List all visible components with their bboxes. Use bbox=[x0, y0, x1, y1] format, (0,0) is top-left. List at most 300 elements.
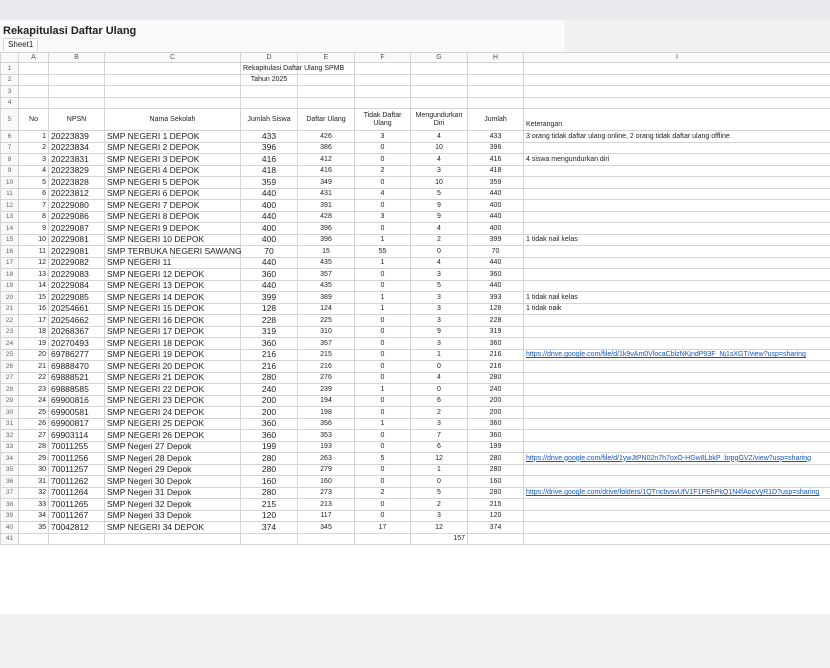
cell-tidak-daftar-ulang[interactable]: 0 bbox=[355, 372, 411, 384]
cell-nama-sekolah[interactable]: SMP NEGERI 7 DEPOK bbox=[105, 200, 241, 212]
cell-npsn[interactable]: 20229080 bbox=[49, 200, 105, 212]
cell-tidak-daftar-ulang[interactable]: 0 bbox=[355, 395, 411, 407]
cell-nama-sekolah[interactable]: SMP NEGERI 19 DEPOK bbox=[105, 349, 241, 361]
cell-nama-sekolah[interactable]: SMP NEGERI 8 DEPOK bbox=[105, 211, 241, 223]
row-number[interactable]: 15 bbox=[1, 234, 19, 246]
cell[interactable] bbox=[468, 63, 524, 75]
cell-npsn[interactable]: 20229087 bbox=[49, 223, 105, 235]
cell-tidak-daftar-ulang[interactable]: 0 bbox=[355, 280, 411, 292]
row-number[interactable]: 13 bbox=[1, 211, 19, 223]
cell-tidak-daftar-ulang[interactable]: 3 bbox=[355, 131, 411, 143]
row-number[interactable]: 16 bbox=[1, 246, 19, 258]
cell-npsn[interactable]: 20229081 bbox=[49, 246, 105, 258]
cell-jumlah-siswa[interactable]: 360 bbox=[241, 338, 298, 350]
cell-keterangan[interactable] bbox=[524, 269, 830, 281]
cell-mengundurkan-diri[interactable]: 9 bbox=[411, 200, 468, 212]
cell-no[interactable]: 4 bbox=[19, 165, 49, 177]
header-nama-sekolah[interactable]: Nama Sekolah bbox=[105, 109, 241, 131]
cell-nama-sekolah[interactable]: SMP NEGERI 23 DEPOK bbox=[105, 395, 241, 407]
cell-keterangan[interactable]: 4 siswa mengundurkan diri bbox=[524, 154, 830, 166]
cell-keterangan[interactable] bbox=[524, 418, 830, 430]
header-jumlah-siswa[interactable]: Jumlah Siswa bbox=[241, 109, 298, 131]
cell-jumlah-siswa[interactable]: 216 bbox=[241, 361, 298, 373]
cell-daftar-ulang[interactable]: 435 bbox=[298, 257, 355, 269]
cell[interactable] bbox=[105, 74, 241, 86]
cell-jumlah-siswa[interactable]: 160 bbox=[241, 476, 298, 488]
cell-no[interactable]: 2 bbox=[19, 142, 49, 154]
cell[interactable] bbox=[298, 74, 355, 86]
cell-jumlah[interactable]: 280 bbox=[468, 464, 524, 476]
cell[interactable] bbox=[49, 97, 105, 109]
cell-mengundurkan-diri[interactable]: 0 bbox=[411, 476, 468, 488]
cell-npsn[interactable]: 70042812 bbox=[49, 522, 105, 534]
cell-tidak-daftar-ulang[interactable]: 1 bbox=[355, 257, 411, 269]
cell-keterangan[interactable] bbox=[524, 165, 830, 177]
row-number[interactable]: 31 bbox=[1, 418, 19, 430]
cell-nama-sekolah[interactable]: SMP NEGERI 26 DEPOK bbox=[105, 430, 241, 442]
cell-jumlah[interactable]: 200 bbox=[468, 407, 524, 419]
row-number[interactable]: 24 bbox=[1, 338, 19, 350]
cell-keterangan[interactable] bbox=[524, 211, 830, 223]
row-number[interactable]: 33 bbox=[1, 441, 19, 453]
cell-jumlah[interactable]: 319 bbox=[468, 326, 524, 338]
cell-jumlah-siswa[interactable]: 400 bbox=[241, 234, 298, 246]
cell-nama-sekolah[interactable]: SMP NEGERI 20 DEPOK bbox=[105, 361, 241, 373]
cell-keterangan[interactable] bbox=[524, 338, 830, 350]
cell-npsn[interactable]: 69900817 bbox=[49, 418, 105, 430]
cell[interactable] bbox=[355, 533, 411, 545]
cell-keterangan[interactable]: 1 tidak nail kelas bbox=[524, 234, 830, 246]
cell[interactable] bbox=[105, 63, 241, 75]
cell-jumlah[interactable]: 399 bbox=[468, 234, 524, 246]
cell-jumlah[interactable]: 360 bbox=[468, 430, 524, 442]
cell-nama-sekolah[interactable]: SMP NEGERI 34 DEPOK bbox=[105, 522, 241, 534]
sheet-title-line2[interactable]: Tahun 2025 bbox=[241, 74, 298, 86]
cell-nama-sekolah[interactable]: SMP Negeri 28 Depok bbox=[105, 453, 241, 465]
cell-jumlah[interactable]: 393 bbox=[468, 292, 524, 304]
cell-mengundurkan-diri[interactable]: 3 bbox=[411, 165, 468, 177]
cell-keterangan[interactable] bbox=[524, 361, 830, 373]
cell-jumlah-siswa[interactable]: 374 bbox=[241, 522, 298, 534]
cell-npsn[interactable]: 69888521 bbox=[49, 372, 105, 384]
cell-jumlah-siswa[interactable]: 416 bbox=[241, 154, 298, 166]
cell-mengundurkan-diri[interactable]: 4 bbox=[411, 223, 468, 235]
cell-mengundurkan-diri[interactable]: 5 bbox=[411, 280, 468, 292]
cell-keterangan[interactable] bbox=[524, 372, 830, 384]
cell-jumlah-siswa[interactable]: 360 bbox=[241, 430, 298, 442]
cell[interactable] bbox=[298, 86, 355, 98]
cell-daftar-ulang[interactable]: 412 bbox=[298, 154, 355, 166]
cell-no[interactable]: 31 bbox=[19, 476, 49, 488]
cell-nama-sekolah[interactable]: SMP NEGERI 3 DEPOK bbox=[105, 154, 241, 166]
cell-jumlah-siswa[interactable]: 280 bbox=[241, 487, 298, 499]
cell-jumlah[interactable]: 215 bbox=[468, 499, 524, 511]
cell-npsn[interactable]: 70011257 bbox=[49, 464, 105, 476]
cell-jumlah-siswa[interactable]: 70 bbox=[241, 246, 298, 258]
cell-jumlah[interactable]: 360 bbox=[468, 338, 524, 350]
cell-mengundurkan-diri[interactable]: 12 bbox=[411, 453, 468, 465]
cell-jumlah[interactable]: 400 bbox=[468, 200, 524, 212]
keterangan-link[interactable]: https://drive.google.com/file/d/1k9vAm0VlocaCblzNKjndP93F_Nj1sXGT/view?usp=sharing bbox=[524, 349, 830, 361]
row-number[interactable]: 12 bbox=[1, 200, 19, 212]
cell-keterangan[interactable] bbox=[524, 464, 830, 476]
column-header-h[interactable]: H bbox=[468, 53, 524, 63]
cell-no[interactable]: 16 bbox=[19, 303, 49, 315]
cell[interactable] bbox=[411, 63, 468, 75]
cell-mengundurkan-diri[interactable]: 1 bbox=[411, 349, 468, 361]
cell-no[interactable]: 6 bbox=[19, 188, 49, 200]
cell-mengundurkan-diri[interactable]: 2 bbox=[411, 407, 468, 419]
cell-jumlah-siswa[interactable]: 240 bbox=[241, 384, 298, 396]
cell-no[interactable]: 10 bbox=[19, 234, 49, 246]
cell-keterangan[interactable] bbox=[524, 522, 830, 534]
cell-jumlah-siswa[interactable]: 280 bbox=[241, 464, 298, 476]
cell-jumlah[interactable]: 360 bbox=[468, 418, 524, 430]
cell-nama-sekolah[interactable]: SMP NEGERI 11 bbox=[105, 257, 241, 269]
cell-no[interactable]: 30 bbox=[19, 464, 49, 476]
cell-jumlah[interactable]: 120 bbox=[468, 510, 524, 522]
cell-jumlah-siswa[interactable]: 200 bbox=[241, 407, 298, 419]
cell-nama-sekolah[interactable]: SMP TERBUKA NEGERI SAWANG bbox=[105, 246, 241, 258]
row-number[interactable]: 7 bbox=[1, 142, 19, 154]
cell-nama-sekolah[interactable]: SMP NEGERI 2 DEPOK bbox=[105, 142, 241, 154]
row-number[interactable]: 3 bbox=[1, 86, 19, 98]
row-number[interactable]: 6 bbox=[1, 131, 19, 143]
cell-npsn[interactable]: 20223831 bbox=[49, 154, 105, 166]
cell-nama-sekolah[interactable]: SMP NEGERI 17 DEPOK bbox=[105, 326, 241, 338]
cell-npsn[interactable]: 69888470 bbox=[49, 361, 105, 373]
column-header-d[interactable]: D bbox=[241, 53, 298, 63]
column-header-c[interactable]: C bbox=[105, 53, 241, 63]
cell-nama-sekolah[interactable]: SMP NEGERI 1 DEPOK bbox=[105, 131, 241, 143]
cell-nama-sekolah[interactable]: SMP NEGERI 5 DEPOK bbox=[105, 177, 241, 189]
cell-daftar-ulang[interactable]: 356 bbox=[298, 418, 355, 430]
cell-no[interactable]: 19 bbox=[19, 338, 49, 350]
sheet-title-line1[interactable]: Rekapitulasi Daftar Ulang SPMB bbox=[241, 63, 298, 75]
cell-jumlah[interactable]: 359 bbox=[468, 177, 524, 189]
column-header-i[interactable]: I bbox=[524, 53, 830, 63]
cell-daftar-ulang[interactable]: 431 bbox=[298, 188, 355, 200]
cell-no[interactable]: 32 bbox=[19, 487, 49, 499]
cell-nama-sekolah[interactable]: SMP NEGERI 12 DEPOK bbox=[105, 269, 241, 281]
cell[interactable] bbox=[355, 74, 411, 86]
cell-daftar-ulang[interactable]: 389 bbox=[298, 292, 355, 304]
cell-mengundurkan-diri[interactable]: 3 bbox=[411, 269, 468, 281]
cell-mengundurkan-diri[interactable]: 10 bbox=[411, 177, 468, 189]
cell-nama-sekolah[interactable]: SMP NEGERI 10 DEPOK bbox=[105, 234, 241, 246]
cell-npsn[interactable]: 20223829 bbox=[49, 165, 105, 177]
cell-no[interactable]: 5 bbox=[19, 177, 49, 189]
row-number[interactable]: 30 bbox=[1, 407, 19, 419]
row-number[interactable]: 17 bbox=[1, 257, 19, 269]
cell-npsn[interactable]: 70011262 bbox=[49, 476, 105, 488]
cell[interactable] bbox=[524, 533, 830, 545]
cell-npsn[interactable]: 20223812 bbox=[49, 188, 105, 200]
cell-keterangan[interactable] bbox=[524, 476, 830, 488]
cell-daftar-ulang[interactable]: 263 bbox=[298, 453, 355, 465]
column-header-g[interactable]: G bbox=[411, 53, 468, 63]
cell[interactable] bbox=[468, 533, 524, 545]
cell[interactable] bbox=[298, 533, 355, 545]
cell-no[interactable]: 1 bbox=[19, 131, 49, 143]
cell-daftar-ulang[interactable]: 345 bbox=[298, 522, 355, 534]
cell-daftar-ulang[interactable]: 215 bbox=[298, 349, 355, 361]
cell-keterangan[interactable] bbox=[524, 499, 830, 511]
row-number[interactable]: 19 bbox=[1, 280, 19, 292]
cell[interactable] bbox=[241, 86, 298, 98]
cell-mengundurkan-diri[interactable]: 4 bbox=[411, 154, 468, 166]
cell-mengundurkan-diri[interactable]: 12 bbox=[411, 522, 468, 534]
cell-keterangan[interactable] bbox=[524, 188, 830, 200]
cell-npsn[interactable]: 70011256 bbox=[49, 453, 105, 465]
cell-npsn[interactable]: 20229083 bbox=[49, 269, 105, 281]
cell-tidak-daftar-ulang[interactable]: 0 bbox=[355, 464, 411, 476]
cell-keterangan[interactable] bbox=[524, 407, 830, 419]
cell-no[interactable]: 23 bbox=[19, 384, 49, 396]
cell[interactable] bbox=[468, 97, 524, 109]
cell-jumlah[interactable]: 400 bbox=[468, 223, 524, 235]
cell[interactable] bbox=[49, 74, 105, 86]
cell-no[interactable]: 24 bbox=[19, 395, 49, 407]
cell[interactable] bbox=[524, 86, 830, 98]
cell-tidak-daftar-ulang[interactable]: 5 bbox=[355, 453, 411, 465]
row-number[interactable]: 8 bbox=[1, 154, 19, 166]
cell-jumlah-siswa[interactable]: 199 bbox=[241, 441, 298, 453]
cell-jumlah[interactable]: 360 bbox=[468, 269, 524, 281]
cell-tidak-daftar-ulang[interactable]: 0 bbox=[355, 430, 411, 442]
row-number[interactable]: 10 bbox=[1, 177, 19, 189]
cell-tidak-daftar-ulang[interactable]: 0 bbox=[355, 223, 411, 235]
cell-nama-sekolah[interactable]: SMP Negeri 33 Depok bbox=[105, 510, 241, 522]
header-mengundurkan-diri[interactable]: Mengundurkan Diri bbox=[411, 109, 468, 131]
row-number[interactable]: 35 bbox=[1, 464, 19, 476]
cell-daftar-ulang[interactable]: 396 bbox=[298, 223, 355, 235]
cell-nama-sekolah[interactable]: SMP NEGERI 24 DEPOK bbox=[105, 407, 241, 419]
cell-no[interactable]: 33 bbox=[19, 499, 49, 511]
cell-daftar-ulang[interactable]: 198 bbox=[298, 407, 355, 419]
cell-jumlah-siswa[interactable]: 359 bbox=[241, 177, 298, 189]
cell-npsn[interactable]: 20254661 bbox=[49, 303, 105, 315]
cell-no[interactable]: 25 bbox=[19, 407, 49, 419]
cell-keterangan[interactable]: 1 tidak naik bbox=[524, 303, 830, 315]
cell-no[interactable]: 7 bbox=[19, 200, 49, 212]
row-number[interactable]: 41 bbox=[1, 533, 19, 545]
cell[interactable] bbox=[524, 74, 830, 86]
cell-jumlah-siswa[interactable]: 440 bbox=[241, 188, 298, 200]
cell-tidak-daftar-ulang[interactable]: 0 bbox=[355, 326, 411, 338]
cell-mengundurkan-diri[interactable]: 4 bbox=[411, 131, 468, 143]
cell-jumlah[interactable]: 416 bbox=[468, 154, 524, 166]
cell-daftar-ulang[interactable]: 124 bbox=[298, 303, 355, 315]
row-number[interactable]: 26 bbox=[1, 361, 19, 373]
cell-tidak-daftar-ulang[interactable]: 0 bbox=[355, 338, 411, 350]
cell-daftar-ulang[interactable]: 193 bbox=[298, 441, 355, 453]
cell[interactable] bbox=[355, 97, 411, 109]
cell-jumlah[interactable]: 396 bbox=[468, 142, 524, 154]
cell[interactable] bbox=[298, 97, 355, 109]
cell-npsn[interactable]: 69903114 bbox=[49, 430, 105, 442]
cell-nama-sekolah[interactable]: SMP Negeri 29 Depok bbox=[105, 464, 241, 476]
row-number[interactable]: 40 bbox=[1, 522, 19, 534]
cell-mengundurkan-diri[interactable]: 6 bbox=[411, 441, 468, 453]
row-number[interactable]: 1 bbox=[1, 63, 19, 75]
cell[interactable] bbox=[241, 533, 298, 545]
cell-tidak-daftar-ulang[interactable]: 0 bbox=[355, 349, 411, 361]
cell-nama-sekolah[interactable]: SMP Negeri 27 Depok bbox=[105, 441, 241, 453]
cell-mengundurkan-diri[interactable]: 2 bbox=[411, 234, 468, 246]
cell-keterangan[interactable] bbox=[524, 441, 830, 453]
cell-npsn[interactable]: 20223834 bbox=[49, 142, 105, 154]
cell-jumlah-siswa[interactable]: 228 bbox=[241, 315, 298, 327]
cell-nama-sekolah[interactable]: SMP NEGERI 22 DEPOK bbox=[105, 384, 241, 396]
cell-tidak-daftar-ulang[interactable]: 0 bbox=[355, 269, 411, 281]
cell-nama-sekolah[interactable]: SMP NEGERI 16 DEPOK bbox=[105, 315, 241, 327]
row-number[interactable]: 29 bbox=[1, 395, 19, 407]
cell[interactable] bbox=[355, 86, 411, 98]
cell-jumlah-siswa[interactable]: 280 bbox=[241, 453, 298, 465]
cell-npsn[interactable]: 69900581 bbox=[49, 407, 105, 419]
cell-npsn[interactable]: 20229085 bbox=[49, 292, 105, 304]
cell-tidak-daftar-ulang[interactable]: 55 bbox=[355, 246, 411, 258]
cell-jumlah-siswa[interactable]: 433 bbox=[241, 131, 298, 143]
cell-mengundurkan-diri[interactable]: 9 bbox=[411, 326, 468, 338]
keterangan-link[interactable]: https://drive.google.com/file/d/1ywJtPN02n7h7oxO-HGw8LbkP_brpgGVZ/view?usp=sharing bbox=[524, 453, 830, 465]
cell-daftar-ulang[interactable]: 426 bbox=[298, 131, 355, 143]
row-number[interactable]: 36 bbox=[1, 476, 19, 488]
cell-mengundurkan-diri[interactable]: 10 bbox=[411, 142, 468, 154]
header-keterangan[interactable]: Keterangan bbox=[524, 109, 830, 131]
cell-keterangan[interactable]: 1 tidak nail kelas bbox=[524, 292, 830, 304]
cell-jumlah[interactable]: 440 bbox=[468, 280, 524, 292]
cell-nama-sekolah[interactable]: SMP NEGERI 21 DEPOK bbox=[105, 372, 241, 384]
cell-mengundurkan-diri[interactable]: 9 bbox=[411, 211, 468, 223]
cell-keterangan[interactable] bbox=[524, 280, 830, 292]
cell[interactable] bbox=[19, 533, 49, 545]
row-number[interactable]: 21 bbox=[1, 303, 19, 315]
cell-mengundurkan-diri[interactable]: 3 bbox=[411, 338, 468, 350]
cell-jumlah-siswa[interactable]: 215 bbox=[241, 499, 298, 511]
cell-jumlah-siswa[interactable]: 319 bbox=[241, 326, 298, 338]
cell-tidak-daftar-ulang[interactable]: 0 bbox=[355, 441, 411, 453]
cell-jumlah-siswa[interactable]: 360 bbox=[241, 418, 298, 430]
cell-jumlah-siswa[interactable]: 200 bbox=[241, 395, 298, 407]
cell-nama-sekolah[interactable]: SMP Negeri 31 Depok bbox=[105, 487, 241, 499]
cell-no[interactable]: 26 bbox=[19, 418, 49, 430]
row-number[interactable]: 34 bbox=[1, 453, 19, 465]
cell-npsn[interactable]: 20229086 bbox=[49, 211, 105, 223]
cell-mengundurkan-diri[interactable]: 2 bbox=[411, 499, 468, 511]
cell-no[interactable]: 35 bbox=[19, 522, 49, 534]
cell-tidak-daftar-ulang[interactable]: 17 bbox=[355, 522, 411, 534]
row-number[interactable]: 37 bbox=[1, 487, 19, 499]
cell-tidak-daftar-ulang[interactable]: 1 bbox=[355, 418, 411, 430]
cell-daftar-ulang[interactable]: 357 bbox=[298, 269, 355, 281]
cell-jumlah[interactable]: 440 bbox=[468, 188, 524, 200]
header-daftar-ulang[interactable]: Daftar Ulang bbox=[298, 109, 355, 131]
row-number[interactable]: 27 bbox=[1, 372, 19, 384]
cell-daftar-ulang[interactable]: 428 bbox=[298, 211, 355, 223]
cell[interactable] bbox=[411, 74, 468, 86]
cell-keterangan[interactable] bbox=[524, 430, 830, 442]
cell-jumlah[interactable]: 228 bbox=[468, 315, 524, 327]
cell-npsn[interactable]: 20223839 bbox=[49, 131, 105, 143]
cell-no[interactable]: 20 bbox=[19, 349, 49, 361]
cell-keterangan[interactable] bbox=[524, 257, 830, 269]
cell[interactable] bbox=[19, 86, 49, 98]
select-all-corner[interactable] bbox=[1, 53, 19, 63]
cell-mengundurkan-diri[interactable]: 3 bbox=[411, 303, 468, 315]
cell-npsn[interactable]: 20229084 bbox=[49, 280, 105, 292]
row-number[interactable]: 20 bbox=[1, 292, 19, 304]
cell-nama-sekolah[interactable]: SMP NEGERI 6 DEPOK bbox=[105, 188, 241, 200]
cell-no[interactable]: 21 bbox=[19, 361, 49, 373]
cell-tidak-daftar-ulang[interactable]: 0 bbox=[355, 142, 411, 154]
cell-nama-sekolah[interactable]: SMP NEGERI 9 DEPOK bbox=[105, 223, 241, 235]
cell-nama-sekolah[interactable]: SMP NEGERI 25 DEPOK bbox=[105, 418, 241, 430]
cell-jumlah[interactable]: 280 bbox=[468, 487, 524, 499]
column-header-e[interactable]: E bbox=[298, 53, 355, 63]
cell[interactable] bbox=[411, 86, 468, 98]
cell-jumlah[interactable]: 200 bbox=[468, 395, 524, 407]
cell-jumlah[interactable]: 280 bbox=[468, 453, 524, 465]
cell-npsn[interactable]: 70011267 bbox=[49, 510, 105, 522]
cell-tidak-daftar-ulang[interactable]: 1 bbox=[355, 384, 411, 396]
cell-jumlah-siswa[interactable]: 440 bbox=[241, 257, 298, 269]
cell[interactable] bbox=[19, 63, 49, 75]
cell-nama-sekolah[interactable]: SMP NEGERI 4 DEPOK bbox=[105, 165, 241, 177]
cell-tidak-daftar-ulang[interactable]: 4 bbox=[355, 188, 411, 200]
cell-daftar-ulang[interactable]: 213 bbox=[298, 499, 355, 511]
cell-jumlah-siswa[interactable]: 400 bbox=[241, 200, 298, 212]
cell-jumlah-siswa[interactable]: 440 bbox=[241, 280, 298, 292]
cell[interactable] bbox=[241, 97, 298, 109]
header-jumlah[interactable]: Jumlah bbox=[468, 109, 524, 131]
column-header-f[interactable]: F bbox=[355, 53, 411, 63]
row-number[interactable]: 14 bbox=[1, 223, 19, 235]
cell-daftar-ulang[interactable]: 273 bbox=[298, 487, 355, 499]
cell-daftar-ulang[interactable]: 391 bbox=[298, 200, 355, 212]
cell-tidak-daftar-ulang[interactable]: 1 bbox=[355, 303, 411, 315]
cell-mengundurkan-diri[interactable]: 3 bbox=[411, 510, 468, 522]
cell-npsn[interactable]: 20229081 bbox=[49, 234, 105, 246]
cell-daftar-ulang[interactable]: 225 bbox=[298, 315, 355, 327]
cell-no[interactable]: 34 bbox=[19, 510, 49, 522]
cell-npsn[interactable]: 20223828 bbox=[49, 177, 105, 189]
cell-tidak-daftar-ulang[interactable]: 0 bbox=[355, 361, 411, 373]
header-tidak-daftar-ulang[interactable]: Tidak Daftar Ulang bbox=[355, 109, 411, 131]
header-npsn[interactable]: NPSN bbox=[49, 109, 105, 131]
cell-keterangan[interactable] bbox=[524, 510, 830, 522]
cell-no[interactable]: 28 bbox=[19, 441, 49, 453]
row-number[interactable]: 39 bbox=[1, 510, 19, 522]
cell-no[interactable]: 8 bbox=[19, 211, 49, 223]
cell-tidak-daftar-ulang[interactable]: 0 bbox=[355, 200, 411, 212]
cell[interactable] bbox=[19, 74, 49, 86]
row-number[interactable]: 25 bbox=[1, 349, 19, 361]
cell-keterangan[interactable] bbox=[524, 223, 830, 235]
cell-jumlah-siswa[interactable]: 440 bbox=[241, 211, 298, 223]
cell-mengundurkan-diri[interactable]: 3 bbox=[411, 315, 468, 327]
cell-nama-sekolah[interactable]: SMP NEGERI 18 DEPOK bbox=[105, 338, 241, 350]
cell-mengundurkan-diri[interactable]: 6 bbox=[411, 395, 468, 407]
row-number[interactable]: 9 bbox=[1, 165, 19, 177]
cell-mengundurkan-diri[interactable]: 4 bbox=[411, 257, 468, 269]
cell-npsn[interactable]: 20254662 bbox=[49, 315, 105, 327]
cell-daftar-ulang[interactable]: 396 bbox=[298, 234, 355, 246]
cell-jumlah[interactable]: 418 bbox=[468, 165, 524, 177]
cell-jumlah-siswa[interactable]: 128 bbox=[241, 303, 298, 315]
row-number[interactable]: 28 bbox=[1, 384, 19, 396]
